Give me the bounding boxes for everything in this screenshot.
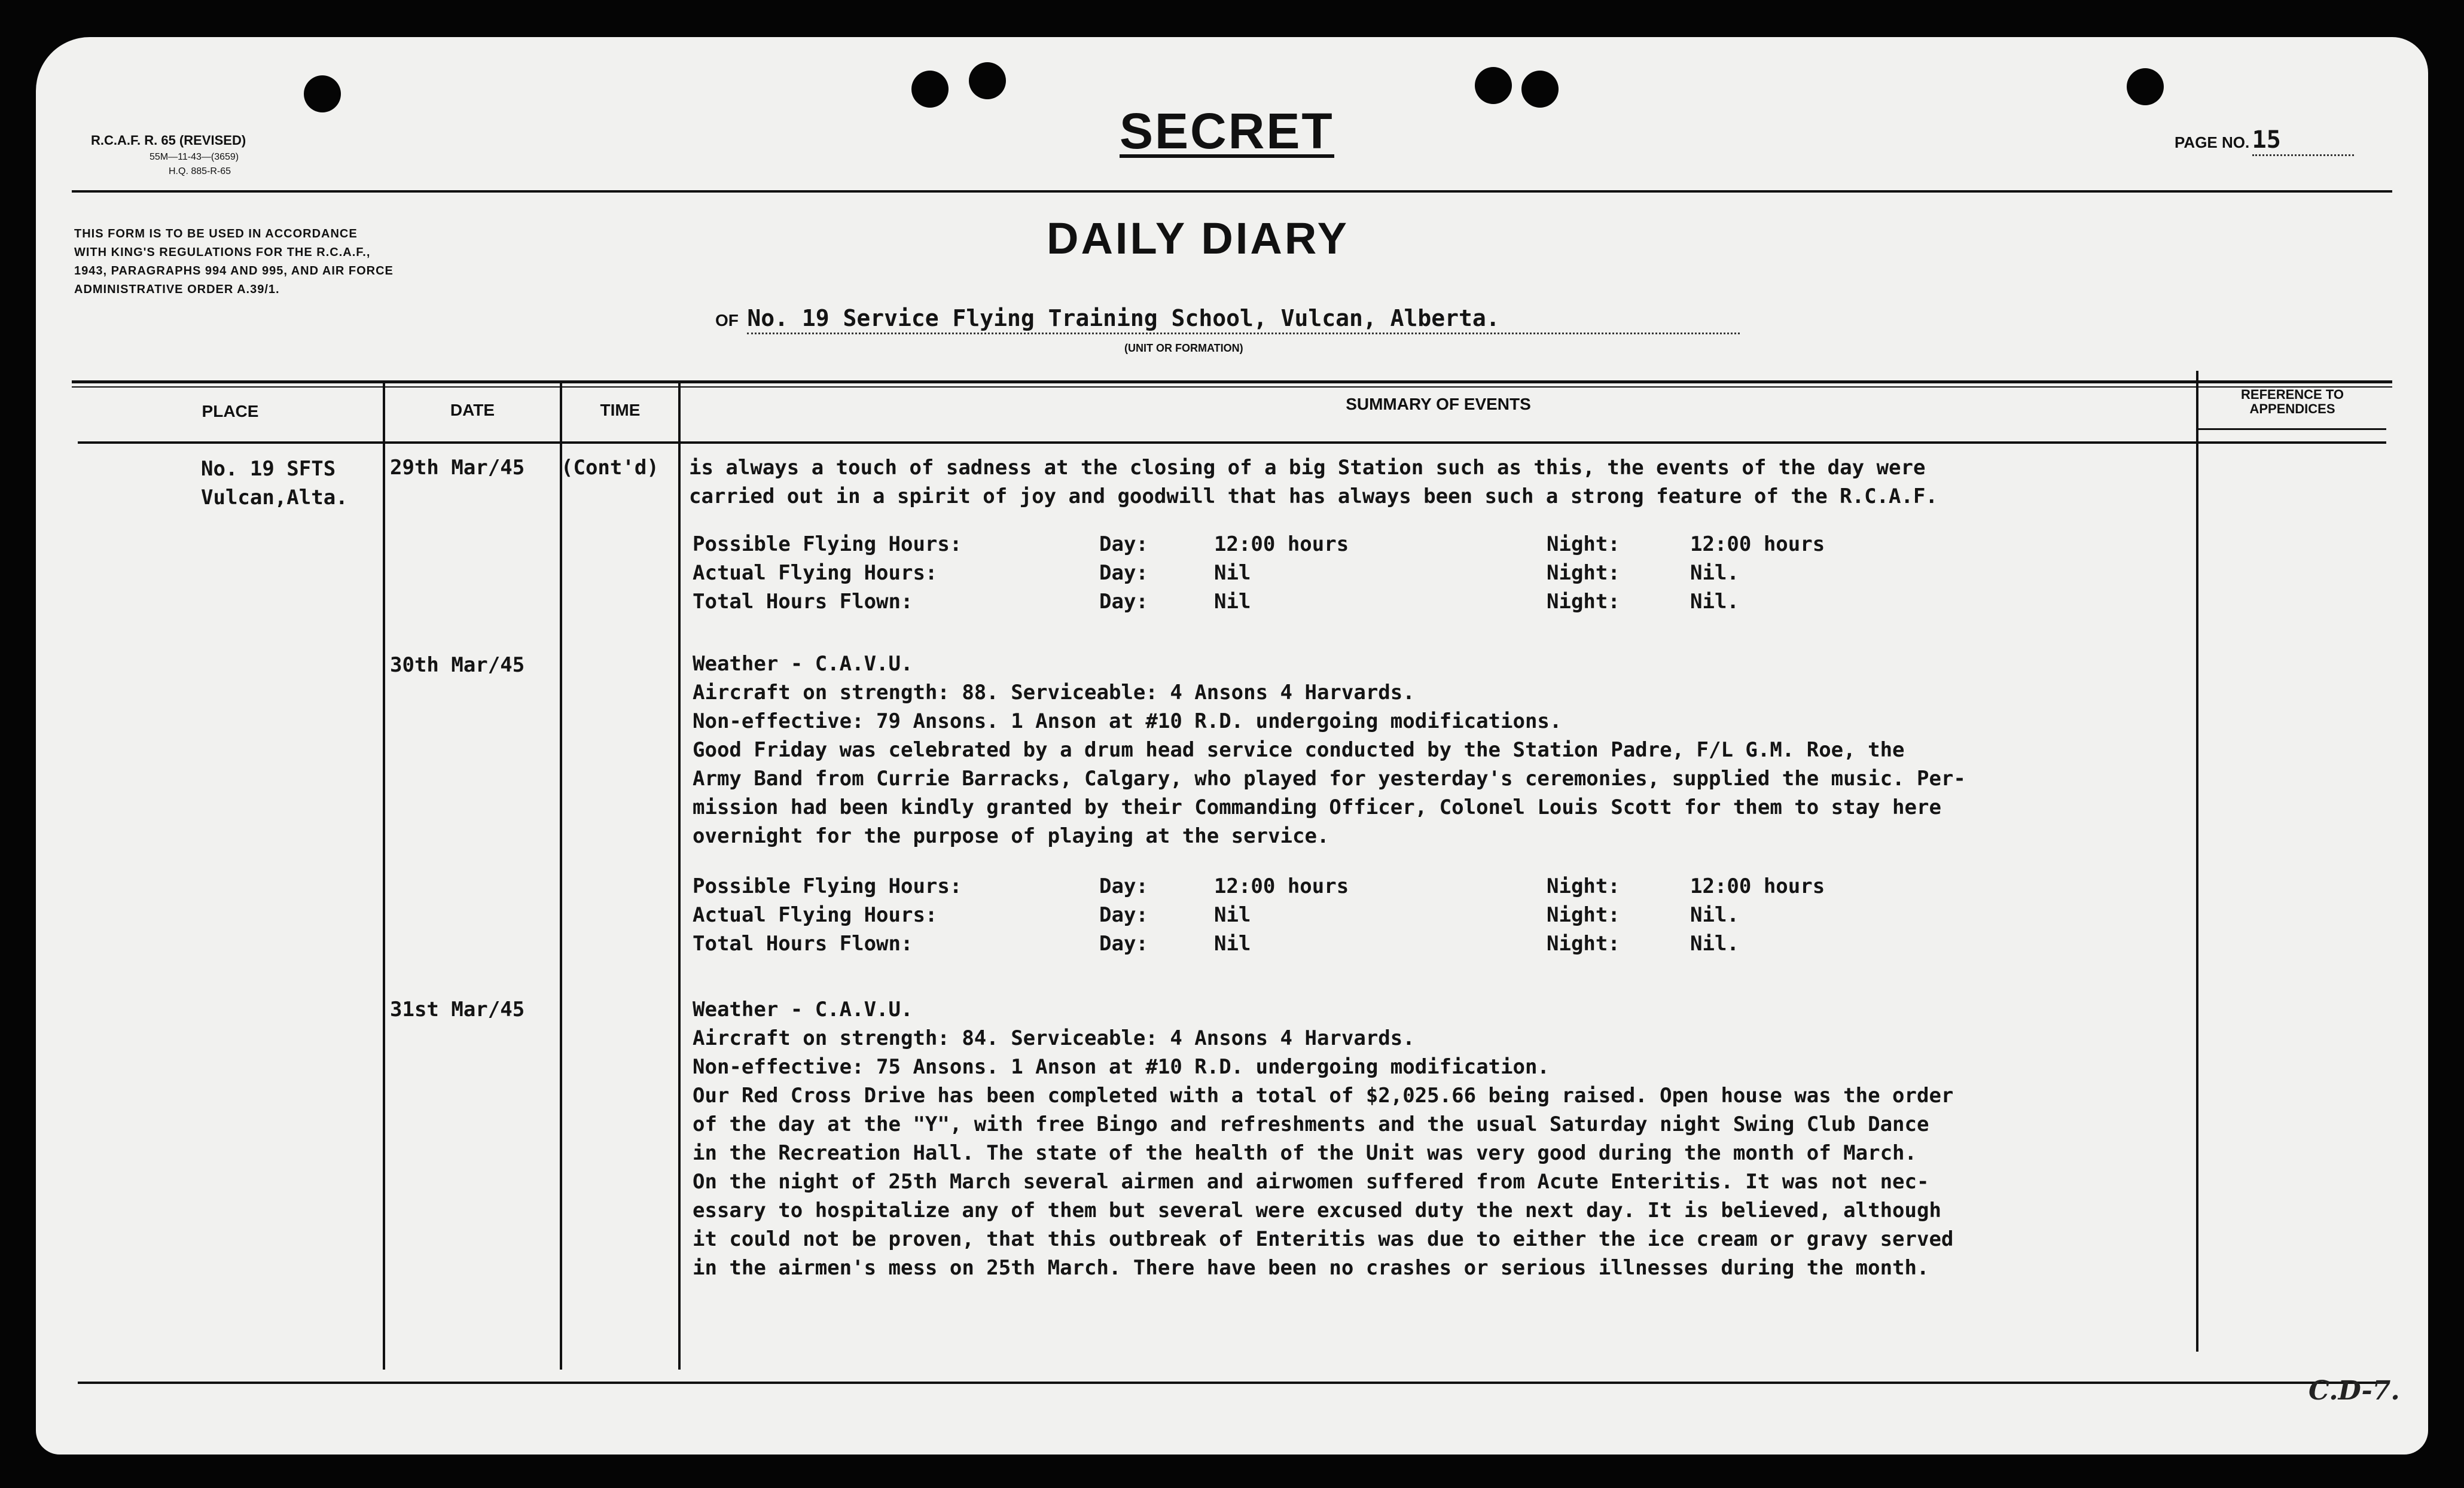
header-rule bbox=[72, 190, 2392, 193]
hours-row bbox=[693, 590, 2068, 618]
summary-line: in the airmen's mess on 25th March. There have been no crashes or serious illnesses during the month. bbox=[693, 1256, 1929, 1280]
unit-line bbox=[715, 304, 1740, 334]
column-header-rule bbox=[78, 441, 2386, 444]
hq-reference: H.Q. 885-R-65 bbox=[169, 166, 231, 176]
punch-hole bbox=[969, 62, 1006, 99]
summary-line: is always a touch of sadness at the closing of a big Station such as this, the events of the day were bbox=[689, 456, 1926, 480]
summary-line: Aircraft on strength: 84. Serviceable: 4 Ansons 4 Harvards. bbox=[693, 1026, 1415, 1050]
night-value: 12:00 hours bbox=[1690, 532, 1825, 556]
punch-hole bbox=[1475, 67, 1512, 104]
night-value: Nil. bbox=[1690, 903, 1739, 927]
page-number: 15 bbox=[2252, 126, 2281, 154]
hours-row bbox=[693, 532, 2068, 561]
night-label: Night: bbox=[1547, 532, 1620, 556]
page-title: DAILY DIARY bbox=[1047, 214, 1349, 263]
hours-label: Possible Flying Hours: bbox=[693, 874, 962, 898]
day-label: Day: bbox=[1099, 590, 1148, 614]
print-code: 55M—11-43—(3659) bbox=[150, 152, 239, 162]
summary-line: overnight for the purpose of playing at the service. bbox=[693, 824, 1329, 848]
table-bottom-rule bbox=[78, 1382, 2386, 1384]
night-value: 12:00 hours bbox=[1690, 874, 1825, 898]
column-divider bbox=[2196, 371, 2198, 1352]
night-label: Night: bbox=[1547, 590, 1620, 614]
column-divider bbox=[560, 383, 562, 1370]
column-header-time: TIME bbox=[600, 401, 641, 419]
entry-date: 30th Mar/45 bbox=[390, 653, 525, 677]
hours-label: Total Hours Flown: bbox=[693, 932, 913, 956]
form-code: R.C.A.F. R. 65 (REVISED) bbox=[91, 133, 246, 148]
punch-hole bbox=[2127, 68, 2164, 105]
column-divider bbox=[678, 383, 681, 1370]
summary-line: mission had been kindly granted by their Commanding Officer, Colonel Louis Scott for them to stay here bbox=[693, 795, 1941, 819]
hours-label: Total Hours Flown: bbox=[693, 590, 913, 614]
archive-mark: C.D-7. bbox=[2309, 1376, 2400, 1406]
regulation-note-line: THIS FORM IS TO BE USED IN ACCORDANCE bbox=[74, 227, 358, 240]
unit-name: No. 19 Service Flying Training School, Vulcan, Alberta. bbox=[747, 304, 1740, 334]
day-label: Day: bbox=[1099, 532, 1148, 556]
day-value: Nil bbox=[1214, 932, 1251, 956]
reference-header-line: REFERENCE TO bbox=[2241, 387, 2344, 402]
punch-hole bbox=[911, 71, 949, 108]
hours-label: Actual Flying Hours: bbox=[693, 561, 938, 585]
column-divider bbox=[383, 383, 385, 1370]
summary-line: carried out in a spirit of joy and goodwill that has always been such a strong feature of the R.C.A.F. bbox=[689, 484, 1938, 508]
page-number-field bbox=[2175, 126, 2354, 156]
regulation-note bbox=[74, 225, 394, 299]
night-label: Night: bbox=[1547, 903, 1620, 927]
regulation-note-line: WITH KING'S REGULATIONS FOR THE R.C.A.F., bbox=[74, 246, 371, 259]
place-line: Vulcan,Alta. bbox=[201, 486, 348, 510]
day-value: Nil bbox=[1214, 903, 1251, 927]
night-label: Night: bbox=[1547, 874, 1620, 898]
summary-line: Non-effective: 75 Ansons. 1 Anson at #10 R.D. undergoing modification. bbox=[693, 1055, 1550, 1079]
hours-row bbox=[693, 874, 2068, 903]
entry-time: (Cont'd) bbox=[561, 456, 659, 480]
column-header-place: PLACE bbox=[202, 402, 259, 420]
hours-row bbox=[693, 903, 2068, 932]
summary-line: Good Friday was celebrated by a drum head service conducted by the Station Padre, F/L G.M. Roe, the bbox=[693, 738, 1905, 762]
table-top-rule bbox=[72, 380, 2392, 383]
reference-header-rule bbox=[2198, 428, 2386, 430]
summary-line: On the night of 25th March several airmen and airwomen suffered from Acute Enteritis. It was not nec- bbox=[693, 1170, 1929, 1194]
flying-hours-table bbox=[693, 532, 2068, 618]
day-value: Nil bbox=[1214, 590, 1251, 614]
entry-date: 29th Mar/45 bbox=[390, 456, 525, 480]
summary-line: Aircraft on strength: 88. Serviceable: 4 Ansons 4 Harvards. bbox=[693, 681, 1415, 705]
page-label: PAGE NO. bbox=[2175, 133, 2250, 151]
column-header-summary: SUMMARY OF EVENTS bbox=[1346, 395, 1531, 413]
night-value: Nil. bbox=[1690, 932, 1739, 956]
summary-line: Non-effective: 79 Ansons. 1 Anson at #10 R.D. undergoing modifications. bbox=[693, 709, 1562, 733]
unit-caption: (UNIT OR FORMATION) bbox=[1124, 342, 1243, 354]
summary-line: of the day at the "Y", with free Bingo and refreshments and the usual Saturday night Swing Club Dance bbox=[693, 1112, 1929, 1136]
day-value: 12:00 hours bbox=[1214, 874, 1349, 898]
summary-line: essary to hospitalize any of them but several were excused duty the next day. It is believed, although bbox=[693, 1199, 1941, 1222]
hours-label: Actual Flying Hours: bbox=[693, 903, 938, 927]
classification-stamp: SECRET bbox=[1120, 103, 1334, 159]
night-label: Night: bbox=[1547, 561, 1620, 585]
entry-summary bbox=[689, 453, 1938, 511]
night-value: Nil. bbox=[1690, 590, 1739, 614]
summary-line: Weather - C.A.V.U. bbox=[693, 652, 913, 676]
entry-summary bbox=[693, 995, 1953, 1282]
hours-label: Possible Flying Hours: bbox=[693, 532, 962, 556]
day-label: Day: bbox=[1099, 561, 1148, 585]
summary-line: in the Recreation Hall. The state of the health of the Unit was very good during the month of March. bbox=[693, 1141, 1917, 1165]
column-header-reference bbox=[2198, 388, 2386, 416]
day-label: Day: bbox=[1099, 903, 1148, 927]
punch-hole bbox=[304, 75, 341, 112]
summary-line: it could not be proven, that this outbreak of Enteritis was due to either the ice cream or gravy served bbox=[693, 1227, 1954, 1251]
regulation-note-line: 1943, PARAGRAPHS 994 AND 995, AND AIR FORCE bbox=[74, 264, 394, 278]
entry-summary bbox=[693, 650, 1966, 850]
column-header-date: DATE bbox=[450, 401, 495, 419]
hours-row bbox=[693, 561, 2068, 590]
hours-row bbox=[693, 932, 2068, 961]
regulation-note-line: ADMINISTRATIVE ORDER A.39/1. bbox=[74, 283, 280, 296]
day-label: Day: bbox=[1099, 932, 1148, 956]
reference-header-line: APPENDICES bbox=[2249, 401, 2335, 416]
summary-line: Our Red Cross Drive has been completed with a total of $2,025.66 being raised. Open house was the order bbox=[693, 1084, 1954, 1108]
day-value: 12:00 hours bbox=[1214, 532, 1349, 556]
table-top-rule-thin bbox=[72, 386, 2392, 388]
summary-line: Weather - C.A.V.U. bbox=[693, 998, 913, 1022]
night-value: Nil. bbox=[1690, 561, 1739, 585]
day-label: Day: bbox=[1099, 874, 1148, 898]
night-label: Night: bbox=[1547, 932, 1620, 956]
of-label: OF bbox=[715, 311, 739, 330]
day-value: Nil bbox=[1214, 561, 1251, 585]
punch-hole bbox=[1521, 71, 1559, 108]
summary-line: Army Band from Currie Barracks, Calgary, who played for yesterday's ceremonies, supplied the music. Per- bbox=[693, 767, 1966, 791]
entry-date: 31st Mar/45 bbox=[390, 998, 525, 1022]
flying-hours-table bbox=[693, 874, 2068, 961]
place-line: No. 19 SFTS bbox=[201, 457, 336, 481]
